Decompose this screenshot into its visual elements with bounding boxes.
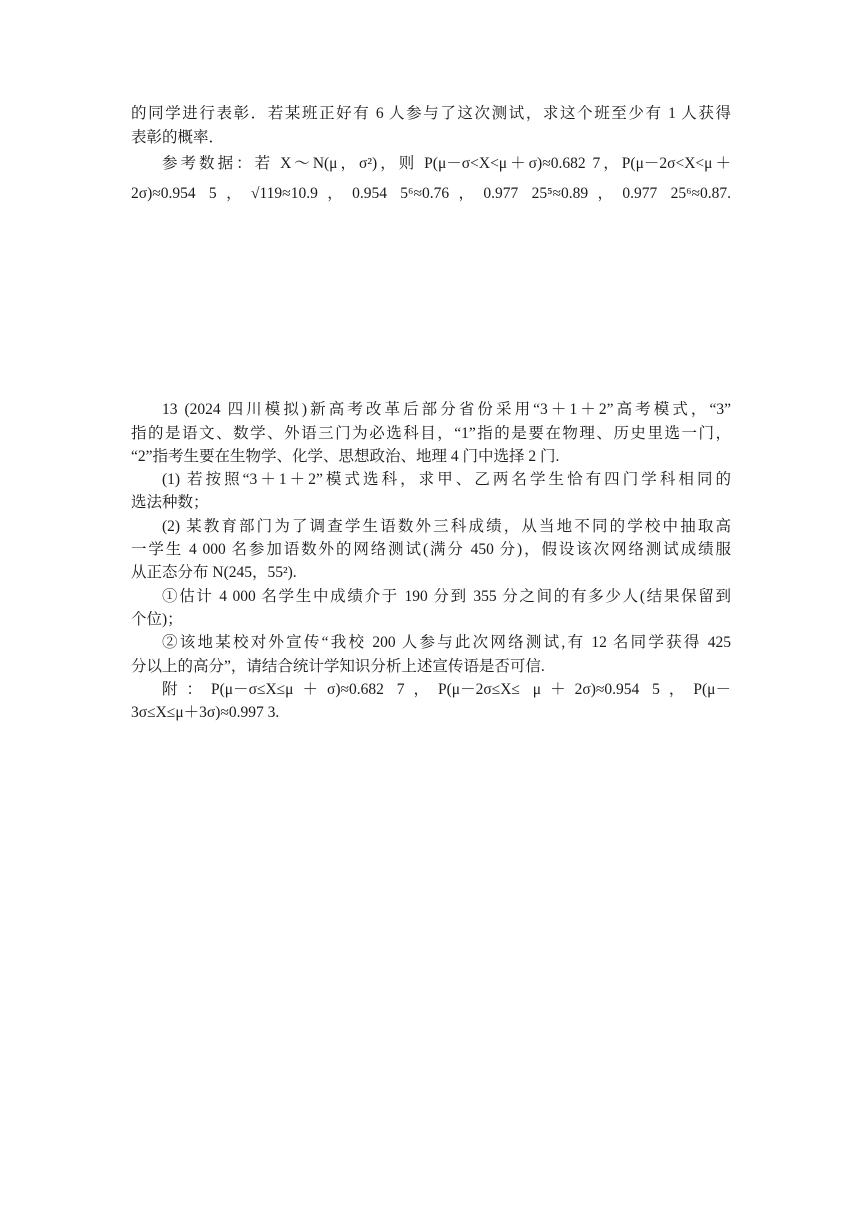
question-2a-line-2: 个位)； bbox=[131, 611, 183, 628]
problem-13-line-3: “2”指考生要在生物学、化学、思想政治、地理 4 门中选择 2 门. bbox=[131, 448, 560, 465]
problem-13-line-1: 13 (2024 四川模拟)新高考改革后部分省份采用“3＋1＋2”高考模式，“3” bbox=[162, 401, 731, 418]
appendix-line-2: 3σ≤X≤μ＋3σ)≈0.997 3. bbox=[131, 704, 280, 721]
question-1-line-2: 选法种数； bbox=[131, 494, 209, 511]
question-2b-line-1: ②该地某校对外宣传“我校 200 人参与此次网络测试,有 12 名同学获得 425 bbox=[162, 634, 731, 651]
problem-12-text-line-2: 表彰的概率． bbox=[131, 129, 225, 146]
problem-12-text-line-1: 的同学进行表彰．若某班正好有 6 人参与了这次测试，求这个班至少有 1 人获得 bbox=[131, 105, 731, 122]
question-2-line-2: 一学生 4 000 名参加语数外的网络测试(满分 450 分)，假设该次网络测试成绩服 bbox=[131, 541, 731, 558]
question-2b-line-2: 分以上的高分”，请结合统计学知识分析上述宣传语是否可信. bbox=[131, 658, 545, 675]
question-2-line-1: (2) 某教育部门为了调查学生语数外三科成绩，从当地不同的学校中抽取高 bbox=[162, 518, 731, 535]
appendix-line-1: 附：P(μ－σ≤X≤μ＋σ)≈0.682 7，P(μ－2σ≤X≤ μ＋2σ)≈0.954 5，P(μ－ bbox=[162, 681, 731, 698]
question-2a-line-1: ①估计 4 000 名学生中成绩介于 190 分到 355 分之间的有多少人(结果保留到 bbox=[162, 588, 731, 605]
problem-13-line-2: 指的是语文、数学、外语三门为必选科目，“1”指的是要在物理、历史里选一门， bbox=[131, 425, 731, 442]
reference-data-line-1: 参考数据：若 X～N(μ，σ²)，则 P(μ－σ<X<μ＋σ)≈0.682 7，P(μ－2σ<X<μ＋ bbox=[162, 155, 731, 172]
reference-data-line-2: 2σ)≈0.954 5，√119≈10.9，0.954 5⁶≈0.76，0.977 25⁵≈0.89，0.977 25⁶≈0.87. bbox=[131, 185, 731, 202]
question-2-line-3: 从正态分布 N(245，55²). bbox=[131, 564, 297, 581]
question-1-line-1: (1) 若按照“3＋1＋2”模式选科，求甲、乙两名学生恰有四门学科相同的 bbox=[162, 471, 731, 488]
